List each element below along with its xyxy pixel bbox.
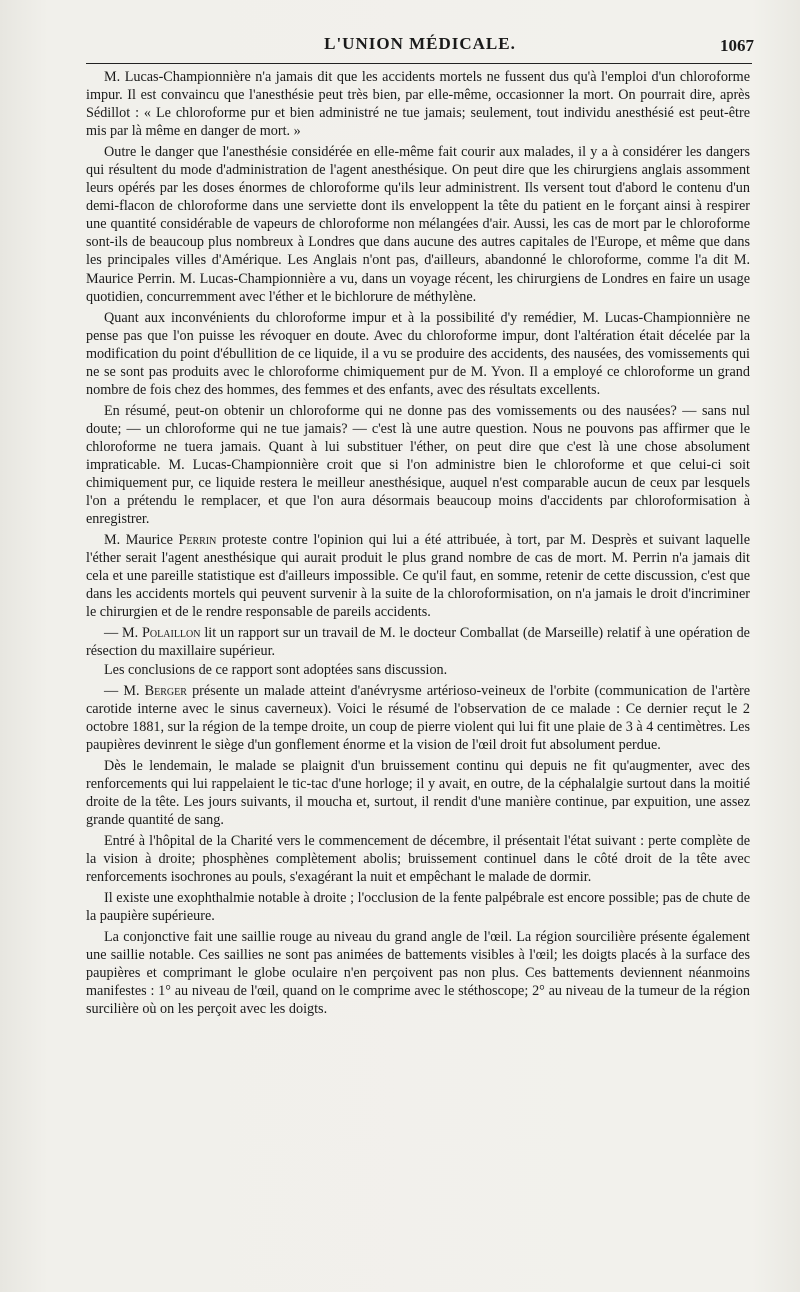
paragraph bbox=[86, 624, 750, 660]
paragraph-text: M. Lucas-Championnière n'a jamais dit que les accidents mortels ne fussent dus qu'à l'emploi d'un chloroforme impur. Il est convaincu que l'anesthésie peut très bien, par elle-même, occasionner la mort. On pourrait dire, après Sédillot : « Le chloroforme pur et bien administré ne tue jamais; seulement, tout individu anesthésié est peut-être mis par là même en danger de mort. » bbox=[86, 69, 750, 140]
paragraph-text: lit un rapport sur un travail de M. le docteur Comballat (de Marseille) relatif à une opération de résection du maxillaire supérieur. bbox=[86, 625, 750, 660]
paragraph-lead: M. Maurice bbox=[104, 532, 179, 549]
paragraph bbox=[86, 531, 750, 621]
page-header bbox=[86, 34, 754, 60]
speaker-name: Perrin bbox=[178, 532, 217, 549]
paragraph-text: Les conclusions de ce rapport sont adoptées sans discussion. bbox=[104, 661, 448, 678]
paragraph bbox=[86, 661, 750, 679]
paragraph bbox=[86, 309, 750, 399]
paragraph-text: La conjonctive fait une saillie rouge au niveau du grand angle de l'œil. La région sourcilière présente également une saillie notable. Ces saillies ne sont pas animées de battements visibles à l'œil; les doigts placés à la surface des paupières et comprimant le globe oculaire n'en perçoivent pas non plus. Ces battements deviennent néanmoins manifestes : 1° au niveau de l'œil, quand on le comprime avec le stéthoscope; 2° au niveau de la tumeur de la région surcilière où on les perçoit avec les doigts. bbox=[86, 929, 750, 1018]
paragraph-lead: — M. bbox=[104, 682, 145, 699]
paragraph bbox=[86, 757, 750, 829]
paragraph-lead: — M. bbox=[104, 625, 143, 642]
paragraph bbox=[86, 832, 750, 886]
paragraph bbox=[86, 402, 750, 528]
header-rule bbox=[86, 63, 752, 64]
running-head: L'UNION MÉDICALE. bbox=[324, 34, 516, 53]
paragraph bbox=[86, 889, 750, 925]
paragraph-text: Dès le lendemain, le malade se plaignit d'un bruissement continu qui depuis ne fit qu'augmenter, avec des renforcements qui lui rappelaient le tic-tac d'une horloge; il y avait, en outre, de la céphalalgie surtout dans la moitié droite de la tête. Les jours suivants, il moucha et, surtout, il rendit d'une manière continue, par expuition, une assez grande quantité de sang. bbox=[86, 757, 750, 828]
speaker-name: Berger bbox=[144, 682, 187, 699]
paragraph-text: Entré à l'hôpital de la Charité vers le commencement de décembre, il présentait l'état suivant : perte complète de la vision à droite; phosphènes complètement abolis; bruissement continuel dans le côté droit de la tête avec renforcements isochrones au pouls, s'exagérant la nuit et empêchant le malade de dormir. bbox=[86, 832, 750, 886]
paragraph-text: Il existe une exophthalmie notable à droite ; l'occlusion de la fente palpébrale est encore possible; pas de chute de la paupière supérieure. bbox=[86, 890, 750, 925]
paragraph bbox=[86, 682, 750, 754]
paragraph-text: Outre le danger que l'anesthésie considérée en elle-même fait courir aux malades, il y a à considérer les dangers qui résultent du mode d'administration de l'agent anesthésique. On peut dire que les chirurgiens anglais assomment leurs opérés par les doses énormes de chloroforme qu'ils leur administrent. Ils versent tout d'abord le contenu d'un demi-flacon de chloroforme dans une serviette dont ils enveloppent la tête du patient en le forçant ainsi à respirer une quantité considérable de vapeurs de chloroforme non mélangées d'air. Aussi, les cas de mort par le chloroforme sont-ils de beaucoup plus nombreux à Londres que dans aucune des autres capitales de l'Europe, et même que dans les principales villes d'Amérique. Les Anglais n'ont pas, d'ailleurs, abandonné le chloroforme, comme l'a dit M. Maurice Perrin. M. Lucas-Championnière a vu, dans un voyage récent, les chirurgiens de Londres en faire un usage quotidien, concurremment avec l'éther et le bichlorure de méthylène. bbox=[86, 144, 750, 305]
paragraph-text: En résumé, peut-on obtenir un chloroforme qui ne donne pas des vomissements ou des nausées? — sans nul doute; — un chloroforme qui ne tue jamais? — c'est là une autre question. Nous ne pouvons pas affirmer que le chloroforme ne tuera jamais. Quant à lui substituer l'éther, on peut dire que c'est là une chose absolument impraticable. M. Lucas-Championnière croit que si l'on administre bien le chloroforme et que celui-ci soit chimiquement pur, ce liquide restera le meilleur anesthésique, auquel n'est comparable aucun de ceux par lesquels l'on a prétendu le remplacer, et que l'on aura désormais beaucoup moins d'accidents par chloroformisation à enregistrer. bbox=[86, 402, 750, 528]
page-number: 1067 bbox=[720, 36, 754, 55]
paragraph-text: proteste contre l'opinion qui lui a été attribuée, à tort, par M. Desprès et suivant laquelle l'éther serait l'agent anesthésique qui aurait produit le plus grand nombre de cas de mort. M. Perrin n'a jamais dit cela et une pareille statistique est d'ailleurs impossible. Ce qu'il faut, en somme, retenir de cette discussion, c'est que dans les accidents mortels qui peuvent survenir à la suite de la chloroformisation, on n'a jamais le droit d'incriminer le chirurgien et de le rendre responsable de pareils accidents. bbox=[86, 532, 750, 621]
paragraph-text: Quant aux inconvénients du chloroforme impur et à la possibilité d'y remédier, M. Lucas-Championnière ne pense pas que l'on puisse les révoquer en doute. Avec du chloroforme impur, dont l'altération était décelée par la modification du point d'ébullition de ce liquide, il a vu se produire des accidents, des nausées, des vomissements qui ne se sont pas produits avec le chloroforme chimiquement pur de M. Yvon. Il a employé ce chloroforme un grand nombre de fois chez des hommes, des femmes et des enfants, avec des résultats excellents. bbox=[86, 309, 750, 398]
paragraph bbox=[86, 928, 750, 1018]
paragraph-text: présente un malade atteint d'anévrysme artérioso-veineux de l'orbite (communication de l'artère carotide interne avec le sinus caverneux). Voici le résumé de l'observation de ce malade : Ce dernier reçut le 2 octobre 1881, sur la région de la tempe droite, un coup de pierre violent qui lui fit une plaie de 3 à 4 centimètres. Les paupières devinrent le siège d'un gonflement énorme et la vision de l'œil droit fut absolument perdue. bbox=[86, 682, 750, 753]
article-body bbox=[86, 68, 750, 1021]
paragraph bbox=[86, 143, 750, 305]
paragraph bbox=[86, 68, 750, 140]
speaker-name: Polaillon bbox=[142, 625, 201, 642]
